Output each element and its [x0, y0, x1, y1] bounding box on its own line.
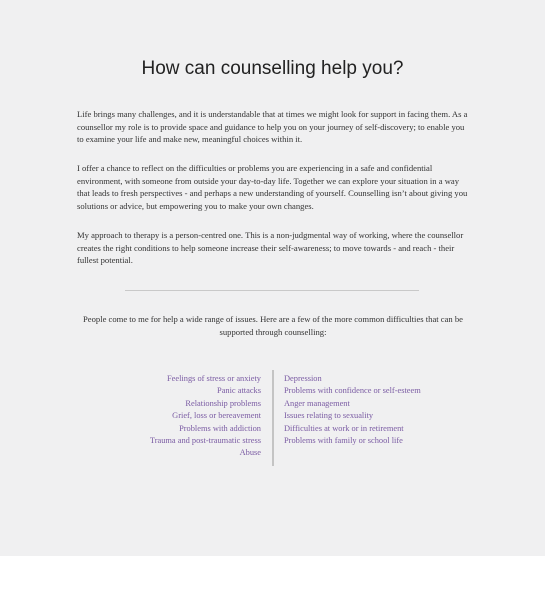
issues-list-left	[150, 373, 261, 460]
approach-paragraph: My approach to therapy is a person-centred one. This is a non-judgmental way of working, where the counsellor creates the right conditions to help someone increase their self-awareness; to move towards - and reach - their fullest potential.	[77, 230, 464, 266]
issue-item: Problems with family or school life	[284, 436, 403, 446]
section-divider	[125, 290, 419, 291]
issue-item: Trauma and post-traumatic stress	[149, 436, 261, 446]
issue-item: Grief, loss or bereavement	[172, 411, 261, 421]
issue-item: Anger management	[284, 398, 350, 408]
issue-item: Abuse	[239, 448, 261, 458]
issue-item: Panic attacks	[217, 386, 261, 396]
issue-item: Relationship problems	[185, 398, 261, 408]
intro-paragraph: Life brings many challenges, and it is understandable that at times we might look for support in facing them. As a counsellor my role is to provide space and guidance to help you on your journey of self-discovery; to enable you to examine your life and make new, meaningful choices within it.	[77, 109, 468, 145]
issue-item: Problems with confidence or self-esteem	[284, 386, 421, 396]
issue-item: Problems with addiction	[179, 423, 261, 433]
issue-item: Depression	[284, 374, 322, 383]
issue-item: Difficulties at work or in retirement	[284, 423, 404, 433]
column-divider	[272, 370, 274, 466]
issue-item: Issues relating to sexuality	[284, 411, 374, 421]
issues-list-right	[284, 373, 421, 447]
issue-item: Feelings of stress or anxiety	[167, 374, 261, 383]
page-title: How can counselling help you?	[141, 58, 404, 79]
offer-paragraph: I offer a chance to reflect on the difficulties or problems you are experiencing in a safe and confidential environment, with someone from outside your day-to-day life. Together we can explore your situation in a way that leads to fresh perspectives - and perhaps a new understanding of yourself. Counselling isn’t about giving you solutions or advice, but empowering you to make your own changes.	[77, 163, 468, 211]
issues-intro: People come to me for help a wide range of issues. Here are a few of the more common difficulties that can be supported through counselling:	[83, 314, 463, 337]
